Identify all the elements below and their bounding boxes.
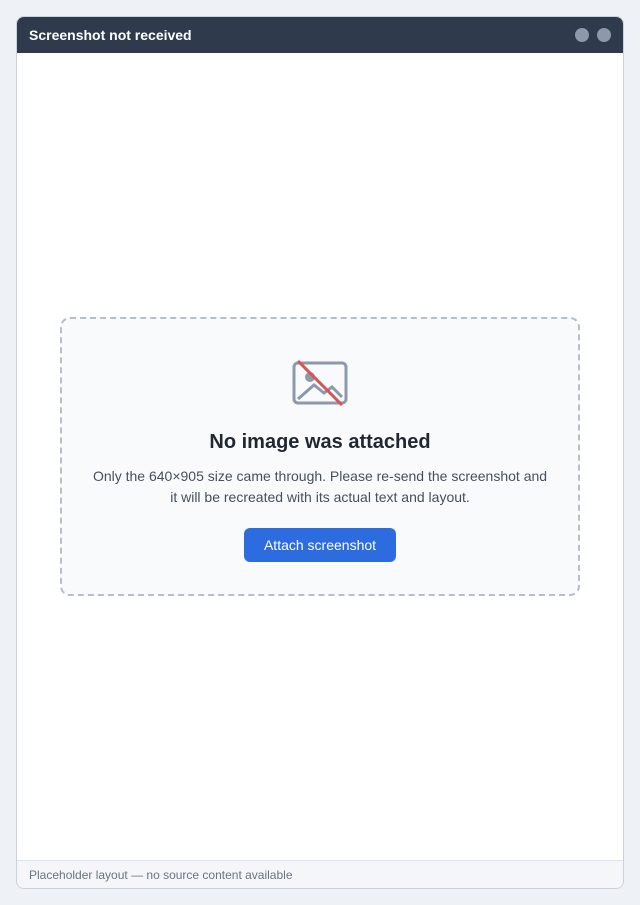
main-content bbox=[17, 53, 623, 860]
status-bar bbox=[17, 860, 623, 888]
attach-screenshot-button[interactable]: Attach screenshot bbox=[244, 528, 396, 562]
notice-heading: No image was attached bbox=[209, 431, 431, 453]
close-button[interactable] bbox=[597, 28, 611, 42]
window-title: Screenshot not received bbox=[29, 27, 192, 43]
status-text: Placeholder layout — no source content available bbox=[29, 867, 293, 882]
notice-body: Only the 640×905 size came through. Please re-send the screenshot and it will be recreated with its actual text and layout. bbox=[92, 468, 548, 505]
app-window bbox=[16, 16, 624, 889]
image-missing-icon bbox=[288, 351, 352, 415]
title-bar bbox=[17, 17, 623, 53]
minimize-button[interactable] bbox=[575, 28, 589, 42]
missing-image-notice bbox=[60, 317, 580, 596]
